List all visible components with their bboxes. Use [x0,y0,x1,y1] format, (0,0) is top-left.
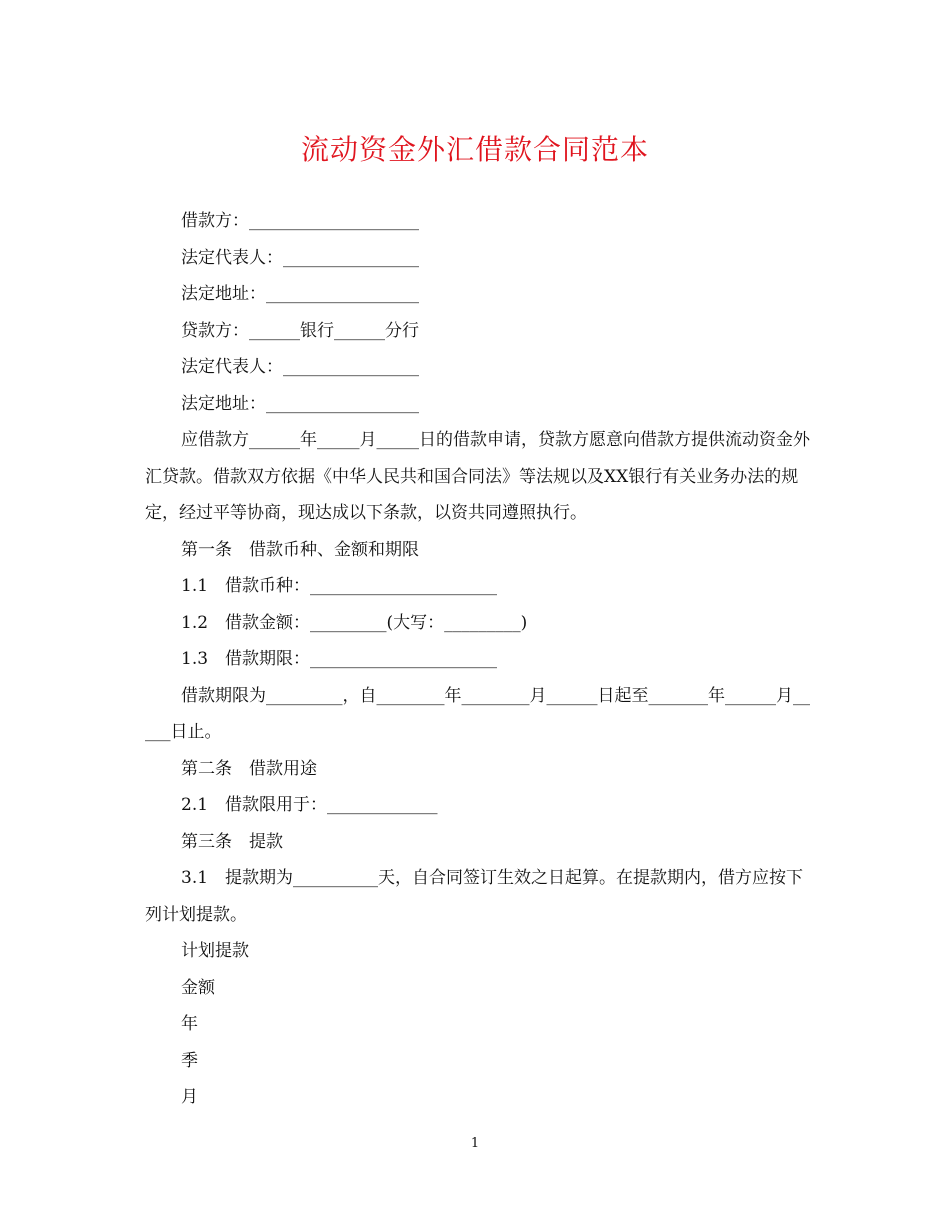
borrower-line: 借款方：____________________ [181,211,419,231]
borrower-legal-rep-line: 法定代表人：________________ [181,247,419,268]
preamble-paragraph: 应借款方______年_____月_____日的借款申请，贷款方愿意向借款方提供流动资金外汇贷款。借款双方依据《中华人民共和国合同法》等法规以及XX银行有关业务办法的规定，经过平等协商，现达成以下条款，以资共同遵照执行。 [145,430,810,523]
year-label: 年 [181,1014,198,1034]
lender-legal-rep-line: 法定代表人：________________ [181,357,419,377]
clause-1-2: 1.2 借款金额：_________(大写：_________) [181,612,528,633]
clause-1-1: 1.1 借款币种：______________________ [181,576,498,596]
lender-line: 贷款方：______银行______分行 [181,320,419,341]
month-label: 月 [181,1087,198,1107]
document-title: 流动资金外汇借款合同范本 [300,133,649,166]
article-3-heading: 第三条 提款 [181,831,283,852]
article-1-heading: 第一条 借款币种、金额和期限 [181,539,419,560]
loan-term-paragraph: 借款期限为_________，自________年________月______日起至_______年______月_____日止。 [145,685,810,742]
document-body [145,203,810,1116]
clause-2-1: 2.1 借款限用于：_____________ [181,795,438,815]
borrower-address-line: 法定地址：__________________ [181,284,419,304]
amount-label: 金额 [181,977,215,998]
plan-label: 计划提款 [181,941,249,961]
lender-address-line: 法定地址：__________________ [181,393,419,414]
clause-3-1: 3.1 提款期为__________天，自合同签订生效之日起算。在提款期内，借方应按下列计划提款。 [145,868,804,925]
clause-1-3: 1.3 借款期限：______________________ [181,649,498,669]
article-2-heading: 第二条 借款用途 [181,758,317,779]
page-number: 1 [470,1136,480,1151]
quarter-label: 季 [181,1050,198,1071]
